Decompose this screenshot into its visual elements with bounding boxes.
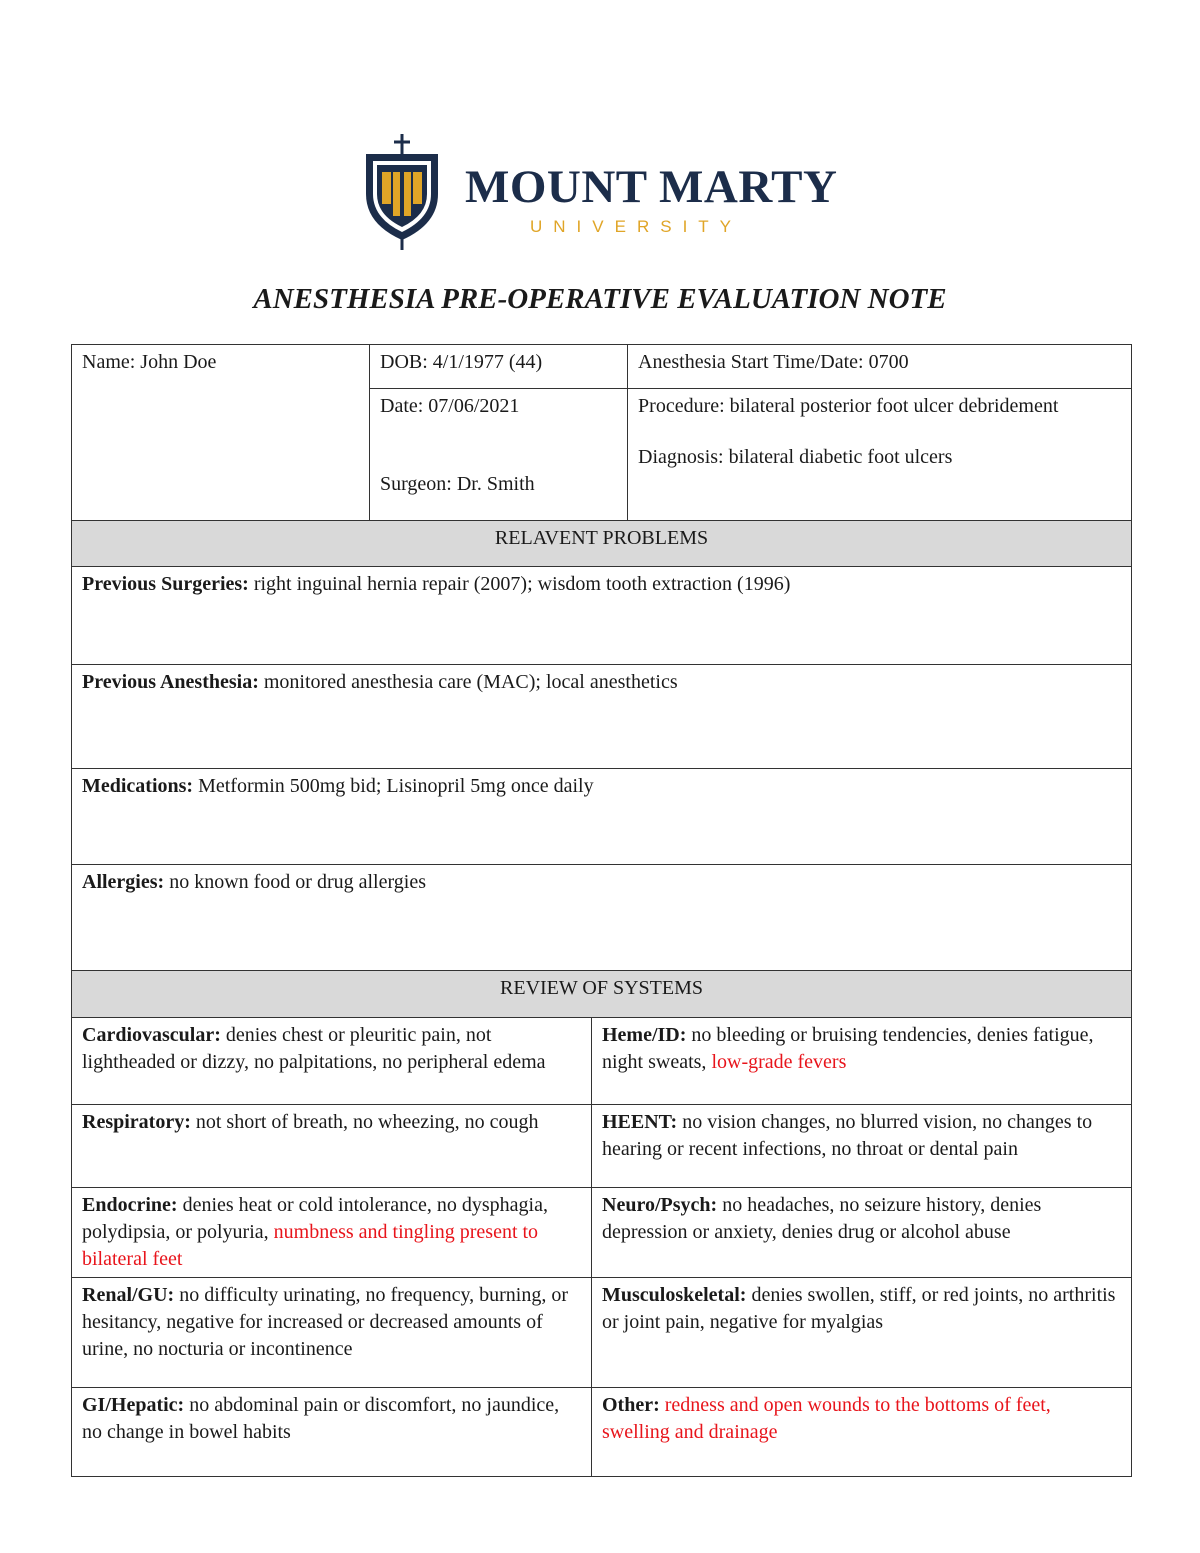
procedure-diagnosis-cell [628,389,1132,521]
endocrine-text: denies heat or cold intolerance, no dysphagia, polydipsia, or polyuria, [82,1194,548,1243]
start-time-cell [628,345,1132,389]
ros-gi-hepatic [72,1388,592,1477]
previous-surgeries [72,567,1132,665]
renal-text: no difficulty urinating, no frequency, burning, or hesitancy, negative for increased or decreased amounts of urine, no nocturia or incontinence [82,1284,569,1360]
ros-other [592,1388,1132,1477]
heent-text: no vision changes, no blurred vision, no changes to hearing or recent infections, no throat or dental pain [602,1111,1093,1160]
respiratory-text: not short of breath, no wheezing, no cough [190,1111,539,1133]
previous-surgeries-label: Previous Surgeries: [82,573,249,595]
heent-label: HEENT: [602,1111,678,1133]
gi-label: GI/Hepatic: [82,1394,185,1416]
heme-flag-text: low-grade fevers [711,1051,847,1073]
evaluation-table [71,344,1132,1477]
surgery-date: Date: 07/06/2021 [380,395,520,417]
anesthesia-start-time: Anesthesia Start Time/Date: 0700 [638,351,909,373]
heme-text: no bleeding or bruising tendencies, denies fatigue, night sweats, [602,1024,1094,1073]
date-surgeon-cell [370,389,628,521]
brand-subtitle: UNIVERSITY [530,217,743,236]
section-header-ros: REVIEW OF SYSTEMS [72,971,1132,1018]
section-header-problems: RELAVENT PROBLEMS [72,521,1132,567]
allergies [72,865,1132,971]
renal-label: Renal/GU: [82,1284,175,1306]
endocrine-label: Endocrine: [82,1194,178,1216]
surgeon: Surgeon: Dr. Smith [380,473,535,495]
patient-dob: DOB: 4/1/1977 (44) [380,351,543,373]
shield-cross-icon [360,132,444,252]
other-label: Other: [602,1394,660,1416]
university-logo [360,132,840,252]
brand-name: MOUNT MARTY [465,161,838,213]
previous-anesthesia-label: Previous Anesthesia: [82,671,259,693]
ros-heme-id [592,1018,1132,1105]
previous-anesthesia-text: monitored anesthesia care (MAC); local anesthetics [258,671,678,693]
page-title: ANESTHESIA PRE-OPERATIVE EVALUATION NOTE [253,283,947,315]
ros-respiratory [72,1105,592,1188]
cardiovascular-label: Cardiovascular: [82,1024,221,1046]
heme-label: Heme/ID: [602,1024,687,1046]
previous-surgeries-text: right inguinal hernia repair (2007); wisdom tooth extraction (1996) [248,573,791,595]
patient-name-cell [72,345,370,521]
medications [72,769,1132,865]
ros-cardiovascular [72,1018,592,1105]
procedure: Procedure: bilateral posterior foot ulcer debridement [638,395,1059,417]
medications-label: Medications: [82,775,194,797]
musculoskeletal-label: Musculoskeletal: [602,1284,747,1306]
ros-heent [592,1105,1132,1188]
musculoskeletal-text: denies swollen, stiff, or red joints, no arthritis or joint pain, negative for myalgias [602,1284,1116,1333]
allergies-text: no known food or drug allergies [164,871,426,893]
gi-text: no abdominal pain or discomfort, no jaundice, no change in bowel habits [82,1394,560,1443]
ros-neuro-psych [592,1188,1132,1278]
cardiovascular-text: denies chest or pleuritic pain, not lightheaded or dizzy, no palpitations, no peripheral edema [82,1024,546,1073]
ros-renal-gu [72,1278,592,1388]
neuro-label: Neuro/Psych: [602,1194,718,1216]
diagnosis: Diagnosis: bilateral diabetic foot ulcers [638,446,953,468]
ros-endocrine [72,1188,592,1278]
respiratory-label: Respiratory: [82,1111,191,1133]
previous-anesthesia [72,665,1132,769]
endocrine-flag-text: numbness and tingling present to bilateral feet [82,1221,539,1270]
patient-name: Name: John Doe [82,351,217,373]
other-flag-text: redness and open wounds to the bottoms of feet, swelling and drainage [602,1394,1051,1443]
neuro-text: no headaches, no seizure history, denies depression or anxiety, denies drug or alcohol abuse [602,1194,1042,1243]
dob-cell [370,345,628,389]
medications-text: Metformin 500mg bid; Lisinopril 5mg once daily [193,775,594,797]
allergies-label: Allergies: [82,871,165,893]
ros-musculoskeletal [592,1278,1132,1388]
